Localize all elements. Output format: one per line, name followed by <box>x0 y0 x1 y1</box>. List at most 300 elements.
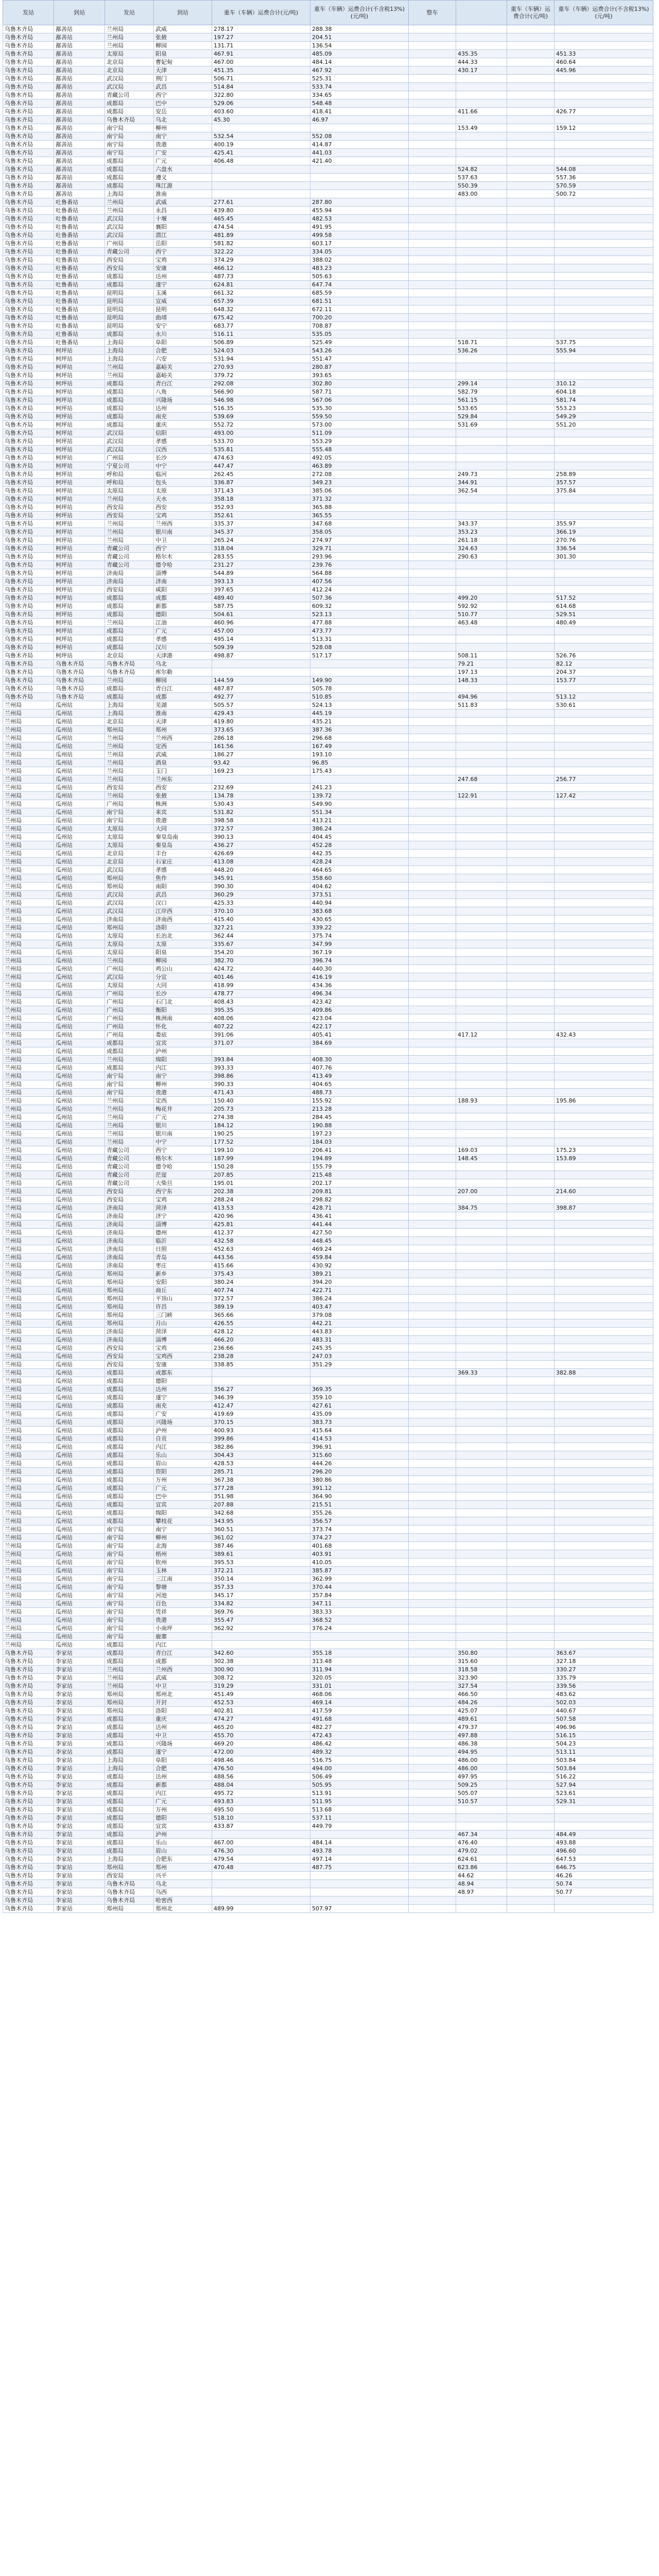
table-cell: 400.93 <box>212 1427 310 1435</box>
table-cell: 南宁局 <box>105 1542 154 1550</box>
table-cell: 202.38 <box>212 1188 310 1196</box>
table-cell: 柯坪站 <box>54 569 105 578</box>
table-cell <box>554 207 653 215</box>
table-row <box>3 371 653 380</box>
table-row <box>3 1575 653 1583</box>
table-cell: 吐鲁番站 <box>54 281 105 289</box>
table-cell: 瓜州站 <box>54 981 105 990</box>
table-cell <box>212 1872 310 1880</box>
table-cell: 350.80 <box>456 1649 507 1657</box>
table-cell: 成都局 <box>105 165 154 174</box>
table-cell: 瓜州站 <box>54 1130 105 1138</box>
table-cell: 乌鲁木齐局 <box>54 685 105 693</box>
table-cell: 352.61 <box>212 512 310 520</box>
table-cell: 396.91 <box>310 1443 409 1451</box>
table-cell: 492.05 <box>310 454 409 462</box>
table-cell: 许昌 <box>154 1303 212 1311</box>
table-cell: 兰州局 <box>3 1501 54 1509</box>
table-cell: 206.41 <box>310 1146 409 1155</box>
table-cell <box>409 619 456 627</box>
table-cell: 357.57 <box>554 479 653 487</box>
table-cell: 388.02 <box>310 256 409 264</box>
table-cell: 兰州局 <box>3 891 54 899</box>
table-cell <box>507 528 554 536</box>
table-cell: 兰州西 <box>154 1666 212 1674</box>
table-cell <box>456 1047 507 1056</box>
table-row <box>3 1319 653 1328</box>
table-cell: 550.39 <box>456 182 507 190</box>
table-cell: 197.23 <box>310 1130 409 1138</box>
table-cell: 武威 <box>154 198 212 207</box>
table-cell <box>456 635 507 643</box>
table-cell <box>507 1006 554 1014</box>
header-cell: 重车（车辆）运费合计(不含税13%)(元/吨) <box>554 1 653 25</box>
table-cell <box>554 99 653 108</box>
table-cell: 武威 <box>154 751 212 759</box>
table-cell <box>310 1377 409 1385</box>
table-cell: 衡阳 <box>154 1006 212 1014</box>
table-cell <box>554 808 653 817</box>
table-cell: 283.55 <box>212 553 310 561</box>
table-cell <box>456 1534 507 1542</box>
table-cell <box>507 1748 554 1756</box>
table-row <box>3 1831 653 1839</box>
table-cell: 柳州 <box>154 1534 212 1542</box>
table-cell <box>507 627 554 635</box>
table-cell: 成都局 <box>105 1493 154 1501</box>
table-cell: 南充 <box>154 1402 212 1410</box>
table-cell <box>554 1542 653 1550</box>
table-cell: 兰州局 <box>3 759 54 767</box>
table-cell: 李家站 <box>54 1715 105 1723</box>
table-cell <box>507 536 554 545</box>
table-cell: 447.47 <box>212 462 310 470</box>
table-cell: 瓜州站 <box>54 759 105 767</box>
table-cell: 来宾 <box>154 808 212 817</box>
table-row <box>3 1674 653 1682</box>
table-cell: 365.55 <box>310 512 409 520</box>
table-cell: 兰州局 <box>3 1460 54 1468</box>
table-cell: 乌鲁木齐局 <box>3 1814 54 1822</box>
table-cell <box>554 1352 653 1361</box>
table-cell <box>554 751 653 759</box>
table-cell: 吐鲁番站 <box>54 297 105 306</box>
table-cell: 153.77 <box>554 676 653 685</box>
table-cell: 瓜州站 <box>54 1023 105 1031</box>
table-cell: 502.03 <box>554 1699 653 1707</box>
table-cell: 兰州局 <box>3 1443 54 1451</box>
table-cell: 柯坪站 <box>54 594 105 602</box>
table-cell: 362.99 <box>310 1575 409 1583</box>
table-cell <box>507 454 554 462</box>
table-cell: 兰州局 <box>3 1616 54 1624</box>
table-cell: 乌鲁木齐局 <box>3 1880 54 1888</box>
table-cell <box>310 775 409 784</box>
table-cell: 月山 <box>154 1319 212 1328</box>
table-cell: 瓜州站 <box>54 784 105 792</box>
table-cell <box>409 520 456 528</box>
table-cell: 瓜州站 <box>54 751 105 759</box>
table-cell <box>409 1460 456 1468</box>
table-cell: 兰州局 <box>3 899 54 907</box>
table-cell: 日照 <box>154 1245 212 1253</box>
table-row <box>3 1773 653 1781</box>
table-cell: 兰州局 <box>3 1163 54 1171</box>
table-cell: 乌鲁木齐局 <box>3 149 54 157</box>
table-cell <box>409 421 456 429</box>
table-cell <box>409 1509 456 1517</box>
table-cell: 278.17 <box>212 25 310 33</box>
table-cell <box>507 1740 554 1748</box>
table-row <box>3 198 653 207</box>
table-cell: 410.05 <box>310 1558 409 1567</box>
table-cell <box>409 446 456 454</box>
table-cell <box>409 1352 456 1361</box>
table-cell: 513.91 <box>310 1789 409 1798</box>
table-cell: 648.32 <box>212 306 310 314</box>
table-cell: 兰州局 <box>3 1550 54 1558</box>
table-cell <box>409 1567 456 1575</box>
table-cell: 襄阳 <box>154 223 212 231</box>
table-cell: 566.90 <box>212 388 310 396</box>
table-cell: 西安局 <box>105 503 154 512</box>
table-cell: 广元 <box>154 1113 212 1122</box>
table-cell: 186.27 <box>212 751 310 759</box>
table-cell: 青藏公司 <box>105 1171 154 1179</box>
table-cell: 657.39 <box>212 297 310 306</box>
table-cell <box>456 1130 507 1138</box>
table-cell: 瓜州站 <box>54 1047 105 1056</box>
table-cell <box>409 240 456 248</box>
table-cell: 355.18 <box>310 1649 409 1657</box>
table-cell: 287.80 <box>310 198 409 207</box>
table-cell <box>554 883 653 891</box>
table-cell <box>409 380 456 388</box>
table-cell: 天津 <box>154 718 212 726</box>
table-cell: 瓜州站 <box>54 726 105 734</box>
table-cell: 乌鲁木齐局 <box>3 676 54 685</box>
table-cell <box>456 627 507 635</box>
table-cell: 兰州局 <box>3 866 54 874</box>
table-cell <box>554 1270 653 1278</box>
table-row <box>3 25 653 33</box>
table-cell <box>409 437 456 446</box>
table-cell <box>310 174 409 182</box>
table-cell <box>507 1245 554 1253</box>
table-cell: 467.00 <box>212 1839 310 1847</box>
table-cell <box>554 1303 653 1311</box>
table-cell: 乌鲁木齐局 <box>3 264 54 273</box>
table-cell: 423.04 <box>310 1014 409 1023</box>
table-cell: 河池 <box>154 1591 212 1600</box>
table-cell: 南宁局 <box>105 1526 154 1534</box>
table-cell <box>409 25 456 33</box>
table-cell <box>456 1328 507 1336</box>
table-cell <box>409 1056 456 1064</box>
table-cell <box>456 1451 507 1460</box>
table-cell: 成都局 <box>105 1748 154 1756</box>
table-cell: 南宁局 <box>105 1583 154 1591</box>
table-cell: 乌鲁木齐局 <box>3 545 54 553</box>
table-cell: 李家站 <box>54 1773 105 1781</box>
table-cell: 乌鲁木齐局 <box>3 388 54 396</box>
table-cell: 合肥东 <box>154 1855 212 1863</box>
table-cell: 384.75 <box>456 1204 507 1212</box>
table-row <box>3 907 653 916</box>
table-cell <box>507 314 554 322</box>
table-cell: 369.33 <box>456 1369 507 1377</box>
table-cell: 420.96 <box>212 1212 310 1221</box>
table-cell <box>456 256 507 264</box>
table-cell <box>409 355 456 363</box>
table-cell <box>507 50 554 58</box>
table-row <box>3 1460 653 1468</box>
table-cell: 瓜州站 <box>54 973 105 981</box>
table-cell: 南宁局 <box>105 1591 154 1600</box>
table-cell <box>409 883 456 891</box>
table-cell: 郑州 <box>154 726 212 734</box>
table-cell <box>409 157 456 165</box>
table-cell <box>212 1880 310 1888</box>
table-row <box>3 1336 653 1344</box>
table-cell: 511.95 <box>310 1798 409 1806</box>
table-cell: 兰州局 <box>3 1253 54 1262</box>
table-cell <box>507 973 554 981</box>
table-cell: 嘉峪关 <box>154 363 212 371</box>
table-cell: 乌鲁木齐局 <box>3 116 54 124</box>
table-cell <box>456 850 507 858</box>
table-cell: 瓜州站 <box>54 817 105 825</box>
table-cell: 兰州局 <box>3 751 54 759</box>
table-cell: 683.77 <box>212 322 310 330</box>
table-cell: 494.00 <box>310 1765 409 1773</box>
table-cell: 眉山 <box>154 1460 212 1468</box>
table-cell: 358.18 <box>212 495 310 503</box>
table-cell: 493.88 <box>554 1839 653 1847</box>
table-cell <box>409 396 456 404</box>
table-cell <box>507 1212 554 1221</box>
table-cell: 南宁局 <box>105 1558 154 1567</box>
table-cell: 西安局 <box>105 256 154 264</box>
table-cell: 415.40 <box>212 916 310 924</box>
table-cell <box>554 685 653 693</box>
table-cell: 506.71 <box>212 75 310 83</box>
table-cell: 532.54 <box>212 132 310 141</box>
table-cell: 390.30 <box>212 883 310 891</box>
table-row <box>3 635 653 643</box>
table-cell: 钦州 <box>154 1558 212 1567</box>
table-cell: 551.34 <box>310 808 409 817</box>
table-cell <box>409 1748 456 1756</box>
table-cell: 479.37 <box>456 1723 507 1732</box>
table-cell <box>456 223 507 231</box>
table-row <box>3 1286 653 1295</box>
table-cell <box>456 1583 507 1591</box>
table-cell <box>310 124 409 132</box>
table-cell <box>507 1789 554 1798</box>
table-cell: 乌鲁木齐局 <box>105 668 154 676</box>
table-cell: 359.10 <box>310 1394 409 1402</box>
table-cell <box>409 998 456 1006</box>
table-row <box>3 660 653 668</box>
table-cell <box>507 594 554 602</box>
table-cell <box>456 1237 507 1245</box>
table-cell: 北京局 <box>105 652 154 660</box>
table-cell <box>507 322 554 330</box>
table-cell: 194.89 <box>310 1155 409 1163</box>
table-cell: 377.28 <box>212 1484 310 1493</box>
table-cell: 济南西 <box>154 916 212 924</box>
table-cell <box>212 1896 310 1905</box>
table-cell <box>507 1666 554 1674</box>
table-cell <box>409 1484 456 1493</box>
table-cell: 507.97 <box>310 1905 409 1913</box>
table-cell <box>507 429 554 437</box>
table-cell: 乌鲁木齐局 <box>3 314 54 322</box>
table-cell: 广元 <box>154 157 212 165</box>
table-cell: 460.64 <box>554 58 653 66</box>
table-cell <box>456 1311 507 1319</box>
table-cell: 587.71 <box>310 388 409 396</box>
table-cell: 442.35 <box>310 850 409 858</box>
table-cell: 467.00 <box>212 58 310 66</box>
table-cell: 郑州局 <box>105 1699 154 1707</box>
table-cell: 鄯善站 <box>54 66 105 75</box>
table-cell: 497.88 <box>456 1732 507 1740</box>
table-cell: 417.59 <box>310 1707 409 1715</box>
table-cell <box>507 726 554 734</box>
table-cell: 347.68 <box>310 520 409 528</box>
table-cell: 乌鲁木齐局 <box>3 652 54 660</box>
table-cell <box>456 240 507 248</box>
table-row <box>3 1765 653 1773</box>
table-cell: 瓜州站 <box>54 1155 105 1163</box>
table-cell <box>310 182 409 190</box>
table-cell <box>212 165 310 174</box>
table-cell: 345.17 <box>212 1591 310 1600</box>
table-cell: 398.86 <box>212 1072 310 1080</box>
table-cell: 391.06 <box>212 1031 310 1039</box>
table-cell: 成都局 <box>105 1418 154 1427</box>
table-row <box>3 742 653 751</box>
table-cell: 柯坪站 <box>54 520 105 528</box>
table-cell: 南宁局 <box>105 1080 154 1089</box>
table-cell <box>507 1657 554 1666</box>
table-cell <box>409 264 456 273</box>
table-cell: 瓜州站 <box>54 1122 105 1130</box>
table-cell: 乌鲁木齐局 <box>3 223 54 231</box>
table-cell <box>507 841 554 850</box>
table-cell: 柯坪站 <box>54 635 105 643</box>
table-cell: 302.80 <box>310 380 409 388</box>
table-row <box>3 1039 653 1047</box>
table-cell: 郑州局 <box>105 1311 154 1319</box>
table-cell: 乌鲁木齐局 <box>3 1732 54 1740</box>
table-cell: 西安局 <box>105 1196 154 1204</box>
table-cell: 336.54 <box>554 545 653 553</box>
table-cell: 安康 <box>154 264 212 273</box>
table-cell: 兰州局 <box>3 767 54 775</box>
table-cell <box>456 940 507 948</box>
table-cell: 瓜州站 <box>54 1270 105 1278</box>
table-cell: 50.77 <box>554 1888 653 1896</box>
table-row <box>3 1509 653 1517</box>
table-cell: 464.65 <box>310 866 409 874</box>
table-cell <box>507 1080 554 1089</box>
table-cell <box>409 660 456 668</box>
table-cell: 武汉局 <box>105 437 154 446</box>
table-cell <box>554 586 653 594</box>
table-cell: 241.23 <box>310 784 409 792</box>
table-cell <box>554 306 653 314</box>
table-cell: 487.87 <box>212 685 310 693</box>
table-cell: 乌鲁木齐局 <box>3 25 54 33</box>
table-cell: 瓜州站 <box>54 940 105 948</box>
table-cell: 347.11 <box>310 1600 409 1608</box>
table-cell: 430.17 <box>456 66 507 75</box>
table-cell <box>409 561 456 569</box>
table-cell: 成都局 <box>105 182 154 190</box>
table-cell: 兰州局 <box>105 536 154 545</box>
table-cell: 445.96 <box>554 66 653 75</box>
table-cell <box>456 495 507 503</box>
table-cell <box>507 198 554 207</box>
table-cell: 李家站 <box>54 1748 105 1756</box>
table-cell: 宝鸡西 <box>154 1352 212 1361</box>
table-cell <box>409 388 456 396</box>
table-cell <box>507 1122 554 1130</box>
table-cell: 郑州局 <box>105 1303 154 1311</box>
table-cell <box>554 437 653 446</box>
table-cell <box>456 1550 507 1558</box>
table-row <box>3 586 653 594</box>
table-row <box>3 1361 653 1369</box>
table-cell: 宁夏公司 <box>105 462 154 470</box>
table-cell: 洛阳 <box>154 924 212 932</box>
table-cell <box>409 1311 456 1319</box>
table-cell: 369.35 <box>310 1385 409 1394</box>
table-cell <box>409 1872 456 1880</box>
table-cell: 乌鲁木齐局 <box>3 569 54 578</box>
table-cell: 瓜州站 <box>54 1394 105 1402</box>
table-row <box>3 948 653 957</box>
table-cell <box>554 1056 653 1064</box>
table-cell <box>409 297 456 306</box>
table-cell <box>554 891 653 899</box>
table-cell: 西安局 <box>105 1188 154 1196</box>
table-cell <box>456 231 507 240</box>
table-row <box>3 1657 653 1666</box>
table-cell: 瓜州站 <box>54 1196 105 1204</box>
table-cell: 489.40 <box>212 594 310 602</box>
table-cell: 包头 <box>154 479 212 487</box>
table-cell <box>456 981 507 990</box>
table-cell <box>554 1221 653 1229</box>
table-cell: 李家站 <box>54 1905 105 1913</box>
table-cell: 兰州局 <box>3 792 54 800</box>
table-cell <box>409 1493 456 1501</box>
table-cell <box>507 421 554 429</box>
table-cell <box>507 1526 554 1534</box>
table-cell <box>456 998 507 1006</box>
table-cell <box>409 1789 456 1798</box>
table-cell: 368.52 <box>310 1616 409 1624</box>
table-cell <box>554 355 653 363</box>
table-cell: 济南局 <box>105 1336 154 1344</box>
table-cell <box>507 1822 554 1831</box>
table-cell <box>409 965 456 973</box>
table-cell: 兰州局 <box>3 1056 54 1064</box>
